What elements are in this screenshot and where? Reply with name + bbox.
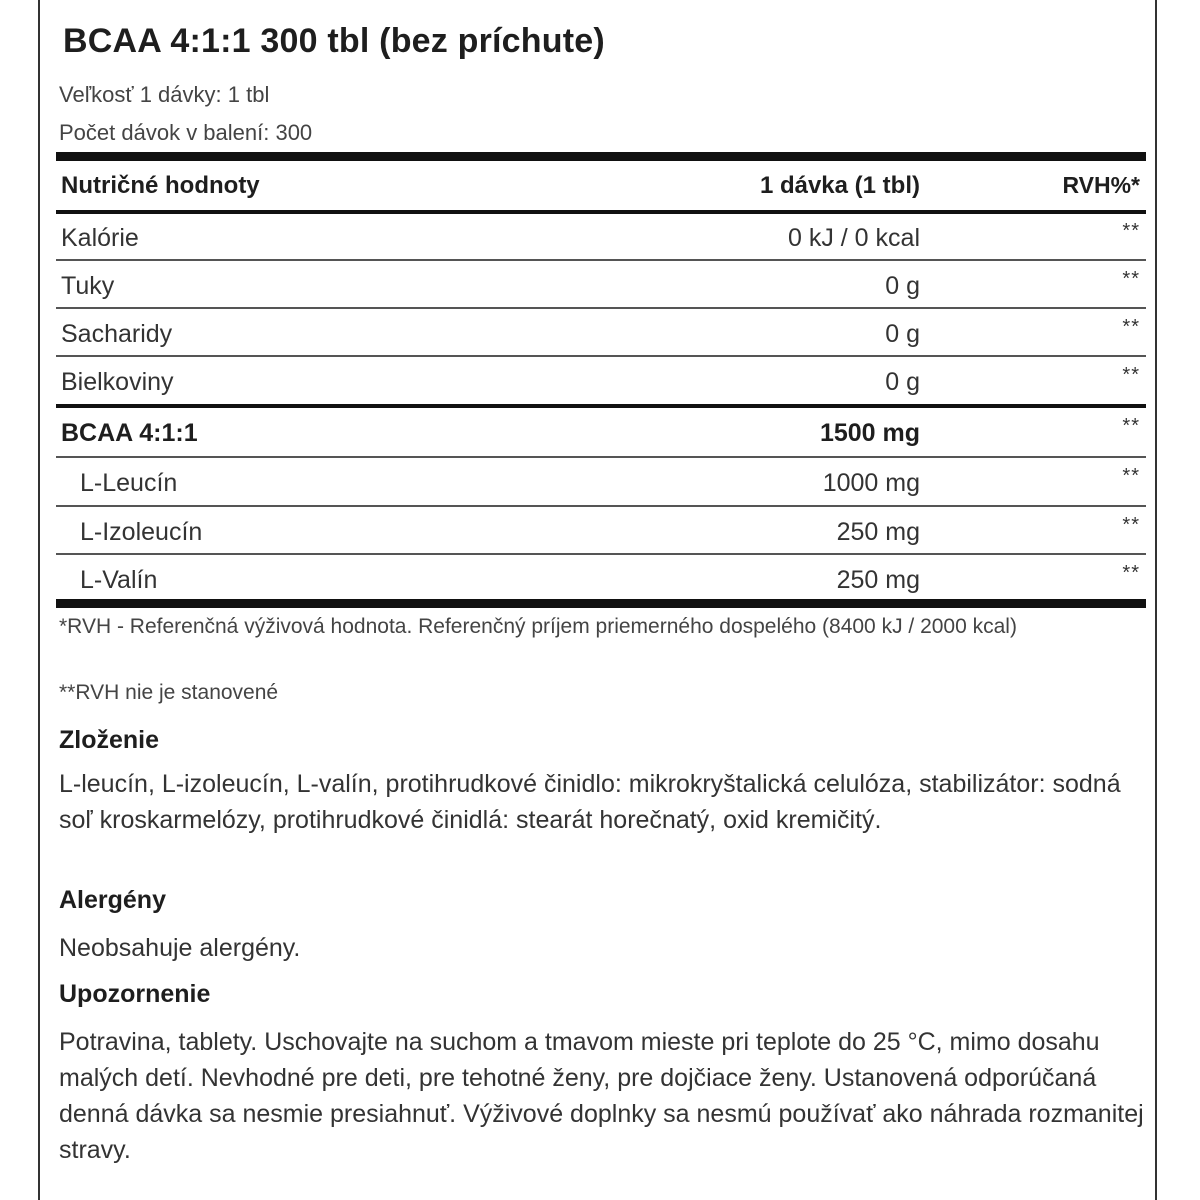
table-row xyxy=(56,556,1146,604)
nutrient-name: Kalórie xyxy=(61,224,139,252)
composition-heading: Zloženie xyxy=(59,726,160,754)
nutrient-name: L-Izoleucín xyxy=(80,518,203,546)
nutrient-name: Sacharidy xyxy=(61,320,173,348)
nutrient-value: 0 g xyxy=(885,368,920,396)
nutrient-name: Tuky xyxy=(61,272,115,300)
row-divider xyxy=(56,307,1146,309)
table-row xyxy=(56,310,1146,358)
row-divider xyxy=(56,505,1146,507)
nutrient-name: L-Valín xyxy=(80,566,158,594)
warning-heading: Upozornenie xyxy=(59,980,211,1008)
table-row xyxy=(56,262,1146,310)
nutrient-rvh: ** xyxy=(1122,316,1140,338)
nutrient-name: L-Leucín xyxy=(80,469,178,497)
allergens-text: Neobsahuje alergény. xyxy=(59,934,301,962)
nutrient-rvh: ** xyxy=(1122,415,1140,437)
nutrient-value: 0 kJ / 0 kcal xyxy=(788,224,920,252)
allergens-heading: Alergény xyxy=(59,886,166,914)
nutrient-rvh: ** xyxy=(1122,465,1140,487)
nutrient-name: BCAA 4:1:1 xyxy=(61,419,198,447)
table-bottom-rule xyxy=(56,599,1146,608)
nutrient-value: 250 mg xyxy=(836,518,920,546)
table-header-row xyxy=(56,162,1146,210)
table-row xyxy=(56,459,1146,507)
servings-per-pack: Počet dávok v balení: 300 xyxy=(59,120,313,145)
nutrient-rvh: ** xyxy=(1122,220,1140,242)
nutrient-value: 1000 mg xyxy=(822,469,920,497)
warning-text: Potravina, tablety. Uschovajte na suchom a tmavom mieste pri teplote do 25 °C, mimo dosahu malých detí. Nevhodné pre deti, pre tehotné ženy, pre dojčiace ženy. Ustanovená odporúčaná denná dávka sa nesmie presiahnuť. Výživové doplnky sa nesmú používať ako náhrada rozmanitej stravy. xyxy=(59,1028,1144,1164)
footnote-rvh-not-set: **RVH nie je stanovené xyxy=(59,681,279,704)
table-row xyxy=(56,508,1146,556)
nutrient-rvh: ** xyxy=(1122,268,1140,290)
table-top-rule xyxy=(56,152,1146,161)
header-rvh: RVH%* xyxy=(1062,172,1140,198)
row-divider xyxy=(56,355,1146,357)
header-per-serving: 1 dávka (1 tbl) xyxy=(759,172,920,199)
serving-size: Veľkosť 1 dávky: 1 tbl xyxy=(59,82,270,107)
row-divider xyxy=(56,553,1146,555)
row-divider xyxy=(56,456,1146,458)
table-row xyxy=(56,214,1146,262)
table-row xyxy=(56,409,1146,457)
footnote-rvh-definition: *RVH - Referenčná výživová hodnota. Referenčný príjem priemerného dospelého (8400 kJ / 2000 kcal) xyxy=(59,615,1017,638)
nutrient-value: 0 g xyxy=(885,272,920,300)
nutrient-value: 1500 mg xyxy=(819,419,920,447)
nutrient-value: 250 mg xyxy=(836,566,920,594)
row-divider xyxy=(56,259,1146,261)
composition-text: L-leucín, L-izoleucín, L-valín, protihrudkové činidlo: mikrokryštalická celulóza, stabilizátor: sodná soľ kroskarmelózy, protihrudkové činidlá: stearát horečnatý, oxid kremičitý. xyxy=(59,770,1121,834)
nutrient-rvh: ** xyxy=(1122,514,1140,536)
nutrient-rvh: ** xyxy=(1122,364,1140,386)
product-title: BCAA 4:1:1 300 tbl (bez príchute) xyxy=(63,22,605,60)
header-nutrients: Nutričné hodnoty xyxy=(61,172,260,199)
nutrient-name: Bielkoviny xyxy=(61,368,174,396)
table-row xyxy=(56,358,1146,406)
nutrient-rvh: ** xyxy=(1122,562,1140,584)
section-rule xyxy=(56,404,1146,408)
nutrient-value: 0 g xyxy=(885,320,920,348)
